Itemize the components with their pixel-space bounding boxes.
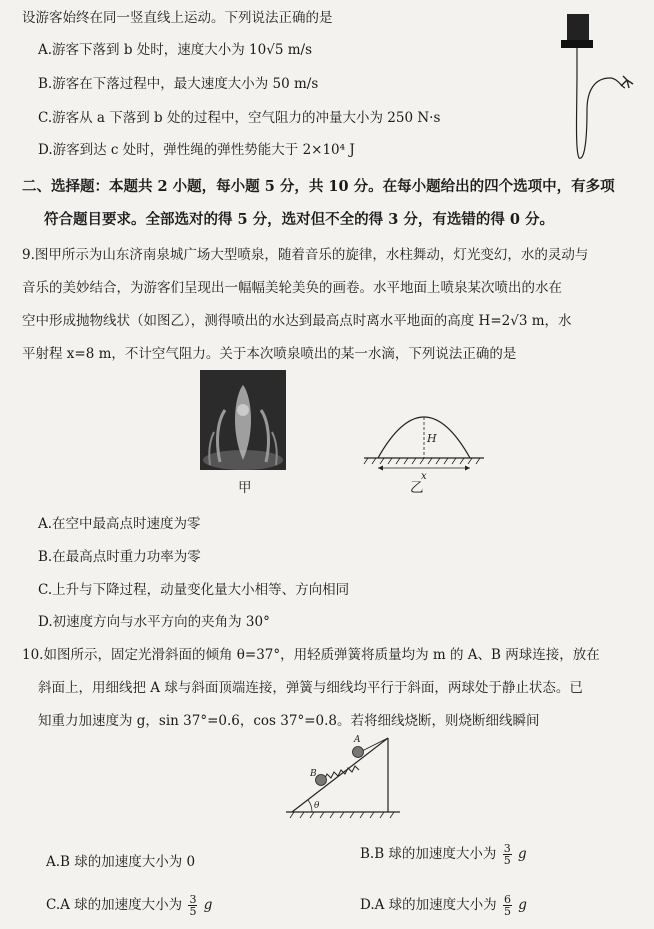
q9-option-a: A.在空中最高点时速度为零 xyxy=(38,516,201,532)
label-b: B xyxy=(310,769,317,779)
figure-jia-label: 甲 xyxy=(238,480,252,496)
q9-stem-line1: 9.图甲所示为山东济南泉城广场大型喷泉，随着音乐的旋律，水柱舞动，灯光变幻，水的灵动与 xyxy=(22,247,589,263)
q8-option-c: C.游客从 a 下落到 b 处的过程中，空气阻力的冲量大小为 250 N·s xyxy=(38,110,441,126)
q9-stem-line2: 音乐的美妙结合，为游客们呈现出一幅幅美轮美奂的画卷。水平地面上喷泉某次喷出的水在 xyxy=(22,280,562,296)
fountain-photo xyxy=(200,370,286,470)
label-a: A xyxy=(354,735,361,745)
q9-stem-line3: 空中形成抛物线状（如图乙），测得喷出的水达到最高点时离水平地面的高度 H=2√3 m，水 xyxy=(22,313,572,329)
string xyxy=(360,738,388,752)
incline-diagram xyxy=(280,728,410,823)
q10-option-c: C.A 球的加速度大小为 $\frac{3}{5}$ g xyxy=(46,893,213,918)
label-x: x xyxy=(421,471,427,482)
q8-option-a: A.游客下落到 b 处时，速度大小为 10√5 m/s xyxy=(38,42,312,58)
ball-a xyxy=(353,747,364,758)
spring xyxy=(324,766,359,780)
section-heading-line1: 二、选择题：本题共 2 小题，每小题 5 分，共 10 分。在每小题给出的四个选项中，有多项 xyxy=(22,178,615,195)
q10-option-b-fraction: $\frac{3}{5}$ xyxy=(503,842,511,867)
q10-option-a: A.B 球的加速度大小为 0 xyxy=(46,854,196,870)
q10-option-d-text: D.A 球的加速度大小为 xyxy=(360,897,497,913)
angle-arc xyxy=(308,800,312,812)
q10-option-d-fraction: $\frac{6}{5}$ xyxy=(503,893,511,918)
figure-yi-label: 乙 xyxy=(410,480,424,496)
q10-stem-line1: 10.如图所示，固定光滑斜面的倾角 θ=37°，用轻质弹簧将质量均为 m 的 A、B 两球连接，放在 xyxy=(22,647,600,663)
section-heading-line2: 符合题目要求。全部选对的得 5 分，选对但不全的得 3 分，有选错的得 0 分。 xyxy=(44,211,555,228)
q10-option-d: D.A 球的加速度大小为 $\frac{6}{5}$ g xyxy=(360,893,527,918)
q8-option-d: D.游客到达 c 处时，弹性绳的弹性势能大于 2×10⁴ J xyxy=(38,142,355,158)
platform-structure xyxy=(567,14,589,42)
ball-b xyxy=(316,775,327,786)
q8-option-b: B.游客在下落过程中，最大速度大小为 50 m/s xyxy=(38,76,319,92)
q8-intro: 设游客始终在同一竖直线上运动。下列说法正确的是 xyxy=(22,10,333,26)
q10-option-b-text: B.B 球的加速度大小为 xyxy=(360,846,497,862)
q9-option-d: D.初速度方向与水平方向的夹角为 30° xyxy=(38,614,270,630)
incline-surface xyxy=(292,738,388,812)
q10-stem-line3: 知重力加速度为 g，sin 37°=0.6，cos 37°=0.8。若将细线烧断，则烧断细线瞬间 xyxy=(38,713,540,729)
q10-option-c-text: C.A 球的加速度大小为 xyxy=(46,897,183,913)
label-h: H xyxy=(427,432,437,445)
q9-option-b: B.在最高点时重力功率为零 xyxy=(38,549,201,565)
bungee-figure xyxy=(555,10,645,165)
q10-option-b: B.B 球的加速度大小为 $\frac{3}{5}$ g xyxy=(360,842,527,867)
q9-stem-line4: 平射程 x=8 m，不计空气阻力。关于本次喷泉喷出的某一水滴，下列说法正确的是 xyxy=(22,346,517,362)
q10-stem-line2: 斜面上，用细线把 A 球与斜面顶端连接，弹簧与细线均平行于斜面，两球处于静止状态。已 xyxy=(38,680,583,696)
bungee-cord xyxy=(577,70,626,158)
label-theta: θ xyxy=(314,801,320,811)
q10-option-c-fraction: $\frac{3}{5}$ xyxy=(189,893,197,918)
parabola-diagram xyxy=(360,382,490,482)
q9-option-c: C.上升与下降过程，动量变化量大小相等、方向相同 xyxy=(38,582,350,598)
